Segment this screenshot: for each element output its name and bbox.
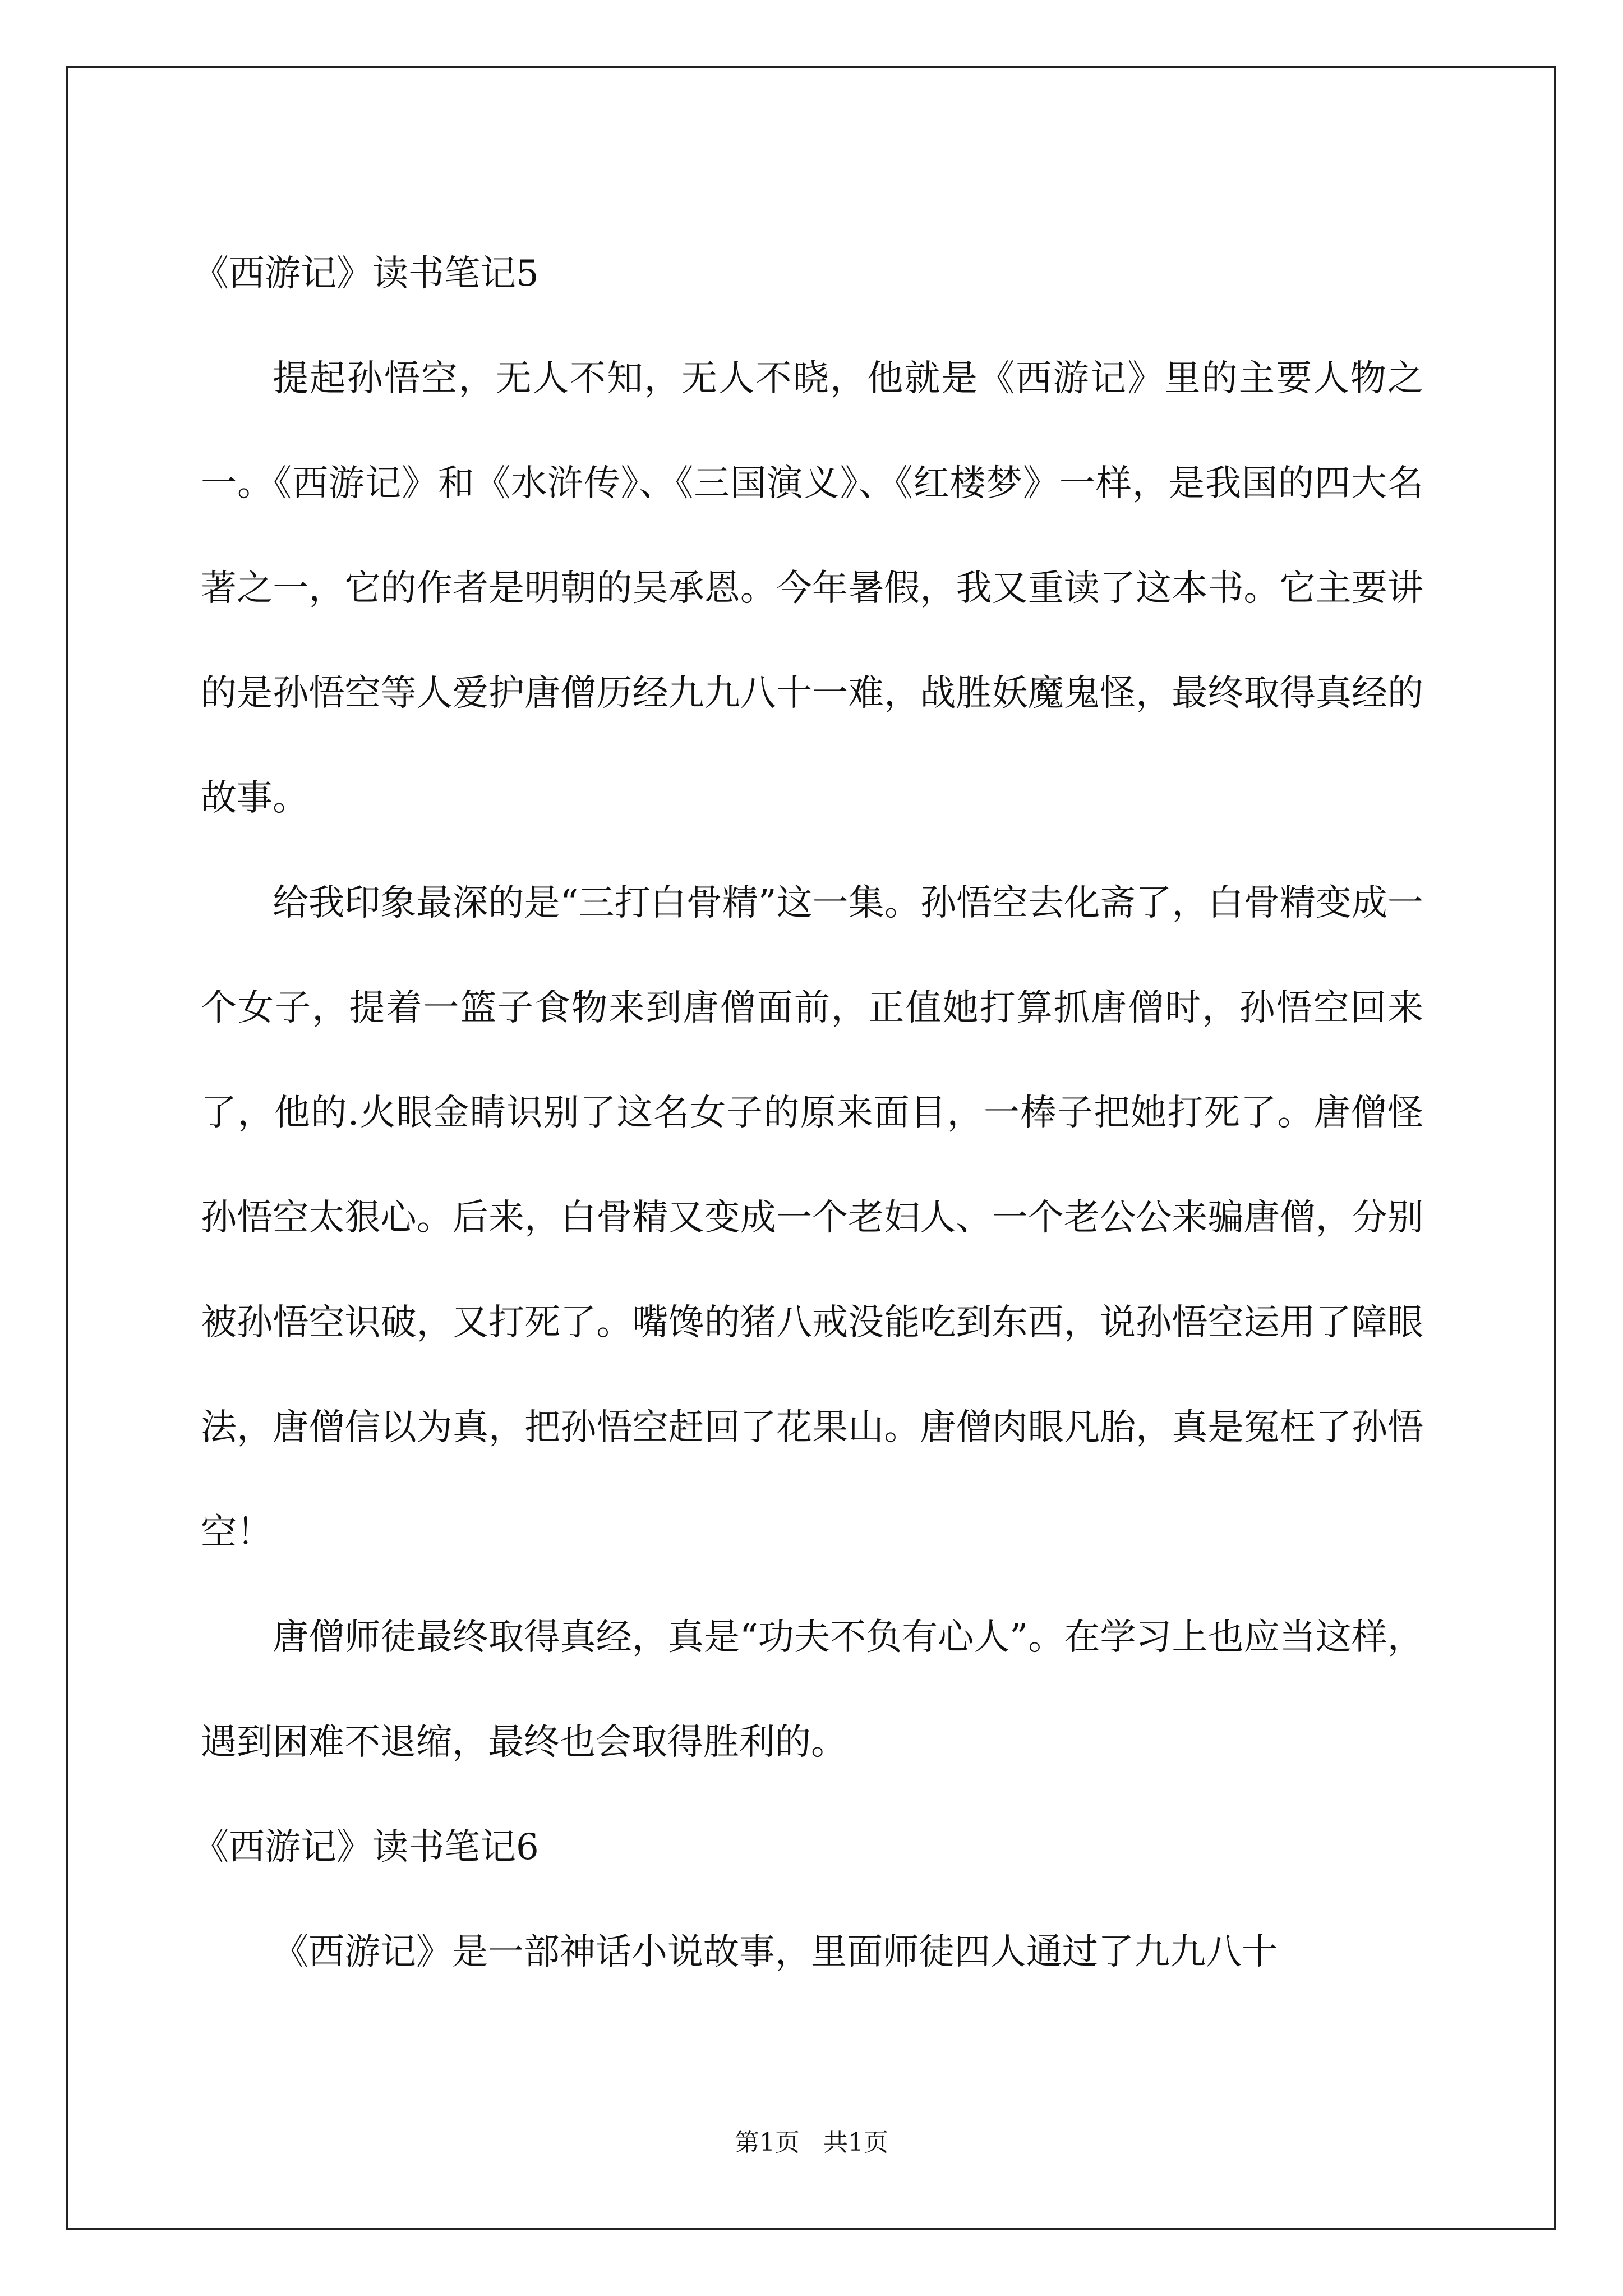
section-heading-5: 《西游记》读书笔记5 xyxy=(193,253,539,295)
paragraph-conclusion: 唐僧师徒最终取得真经，真是“功夫不负有心人”。在学习上也应当这样，遇到困难不退缩，最终也会取得胜利的。 xyxy=(201,1617,1423,1763)
paragraph-section6-start: 《西游记》是一部神话小说故事，里面师徒四人通过了九九八十 xyxy=(273,1931,1278,1973)
paragraph-white-bone-demon: 给我印象最深的是“三打白骨精”这一集。孙悟空去化斋了，白骨精变成一个女子，提着一篮子食物来到唐僧面前，正值她打算抓唐僧时，孙悟空回来了，他的.火眼金睛识别了这名女子的原来面目，一棒子把她打死了。唐僧怪孙悟空太狠心。后来，白骨精又变成一个老妇人、一个老公公来骗唐僧，分别被孙悟空识破，又打死了。嘴馋的猪八戒没能吃到东西，说孙悟空运用了障眼法，唐僧信以为真，把孙悟空赶回了花果山。唐僧肉眼凡胎，真是冤枉了孙悟空！ xyxy=(201,882,1423,1553)
document-body xyxy=(193,222,1423,2005)
page-footer: 第1页 共1页 xyxy=(735,2128,888,2157)
paragraph-intro: 提起孙悟空，无人不知，无人不晓，他就是《西游记》里的主要人物之一。《西游记》和《水浒传》、《三国演义》、《红楼梦》一样，是我国的四大名著之一，它的作者是明朝的吴承恩。今年暑假，我又重读了这本书。它主要讲的是孙悟空等人爱护唐僧历经九九八十一难，战胜妖魔鬼怪，最终取得真经的故事。 xyxy=(201,358,1423,819)
section-heading-6: 《西游记》读书笔记6 xyxy=(193,1826,539,1868)
